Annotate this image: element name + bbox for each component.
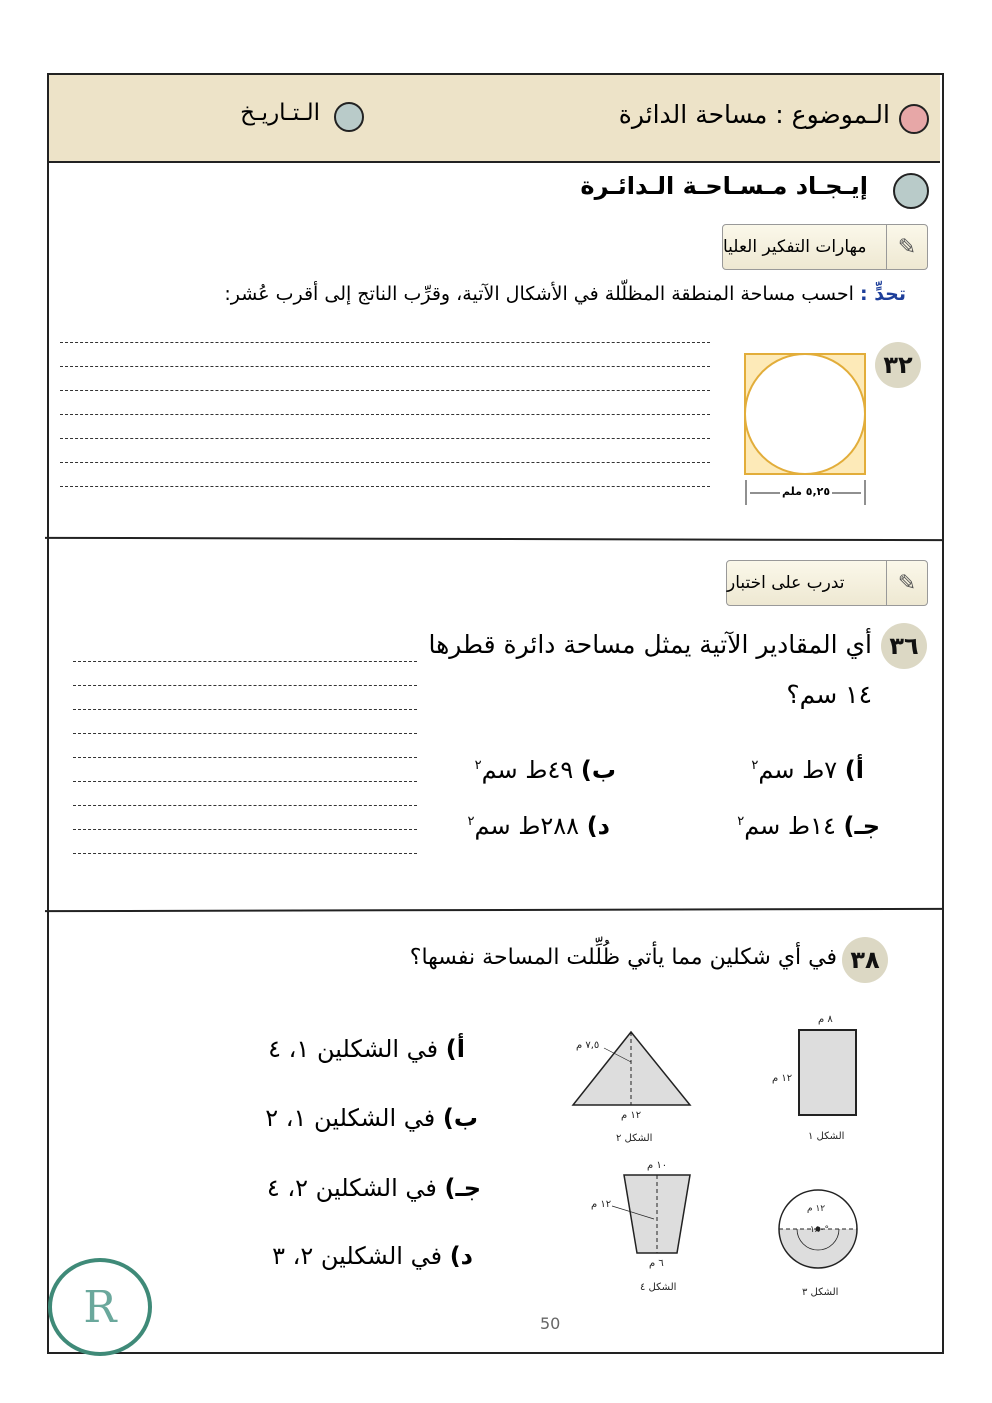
answer-line[interactable]: [73, 709, 417, 710]
answer-line[interactable]: [73, 661, 417, 662]
question-text: أي المقادير الآتية يمثل مساحة دائرة قطرها: [428, 630, 872, 659]
fig1-rectangle: [799, 1030, 856, 1115]
question-number-badge: ٣٦: [881, 623, 927, 669]
fig4-caption: الشكل ٤: [640, 1282, 677, 1293]
tag-label: تدرب على اختبار: [727, 573, 845, 593]
fig3-diameter: ١٢ م: [807, 1204, 826, 1214]
answer-line[interactable]: [60, 366, 710, 367]
question-text: في أي شكلين مما يأتي ظُلِّلت المساحة نفسها؟: [409, 945, 837, 970]
answer-line[interactable]: [73, 805, 417, 806]
date-bullet-icon: [334, 102, 364, 132]
answer-line[interactable]: [60, 438, 710, 439]
pencil-icon: ✎: [886, 225, 927, 269]
fig3-angle: ١٨٠°: [810, 1225, 830, 1235]
answer-line[interactable]: [60, 486, 710, 487]
topic-label: الـموضوع : مساحة الدائرة: [618, 100, 890, 129]
option-c[interactable]: جـ) ١٤ط سم$^٢$: [737, 812, 880, 840]
answer-line[interactable]: [73, 853, 417, 854]
answer-line[interactable]: [73, 781, 417, 782]
date-label: الـتـاريـخ: [240, 100, 320, 126]
page-number: 50: [540, 1314, 561, 1333]
fig1-caption: الشكل ١: [808, 1131, 845, 1142]
fig2-height: ٧,٥ م: [576, 1040, 600, 1051]
challenge-instruction: [224, 283, 906, 305]
tag-higher-thinking: [722, 224, 928, 270]
pencil-icon: ✎: [886, 561, 927, 605]
fig3-caption: الشكل ٣: [802, 1287, 839, 1298]
fig1-height: ١٢ م: [772, 1073, 793, 1084]
option-b[interactable]: ب) في الشكلين ١، ٢: [265, 1104, 478, 1132]
figures-diagram: [560, 1010, 880, 1300]
tag-label: مهارات التفكير العليا: [723, 237, 867, 257]
answer-line[interactable]: [73, 829, 417, 830]
answer-line[interactable]: [60, 462, 710, 463]
question-number-badge: ٣٨: [842, 937, 888, 983]
answer-line[interactable]: [60, 414, 710, 415]
publisher-logo: R: [48, 1258, 152, 1356]
lesson-title: إيـجـاد مـسـاحـة الـدائـرة: [580, 172, 868, 200]
dimension-label: ٥,٢٥ ملم: [782, 485, 831, 498]
fig2-caption: الشكل ٢: [616, 1133, 653, 1144]
fig4-height: ١٢ م: [591, 1199, 612, 1210]
answer-line[interactable]: [73, 685, 417, 686]
challenge-word: تحدٍّ :: [859, 283, 906, 305]
question-text-line2: ١٤ سم؟: [786, 680, 872, 709]
answer-line[interactable]: [73, 757, 417, 758]
answer-line[interactable]: [73, 733, 417, 734]
fig2-base: ١٢ م: [621, 1110, 642, 1121]
option-b[interactable]: ب) ٤٩ط سم$^٢$: [474, 756, 616, 784]
question-number-badge: ٣٢: [875, 342, 921, 388]
topic-bullet-icon: [899, 104, 929, 134]
option-a[interactable]: أ) في الشكلين ١، ٤: [268, 1035, 465, 1063]
fig4-bottom: ٦ م: [649, 1258, 664, 1269]
option-d[interactable]: د) في الشكلين ٢، ٣: [272, 1242, 473, 1270]
option-a[interactable]: أ) ٧ط سم$^٢$: [751, 756, 864, 784]
tag-test-practice: [726, 560, 928, 606]
option-d[interactable]: د) ٢٨٨ط سم$^٢$: [467, 812, 610, 840]
answer-line[interactable]: [60, 342, 710, 343]
lesson-bullet-icon: [893, 173, 929, 209]
fig1-width: ٨ م: [818, 1014, 833, 1025]
fig4-top: ١٠ م: [647, 1160, 668, 1171]
instruction-text: احسب مساحة المنطقة المظلّلة في الأشكال الآتية، وقرِّب الناتج إلى أقرب عُشر:: [224, 283, 854, 305]
option-c[interactable]: جـ) في الشكلين ٢، ٤: [266, 1174, 481, 1202]
answer-line[interactable]: [60, 390, 710, 391]
